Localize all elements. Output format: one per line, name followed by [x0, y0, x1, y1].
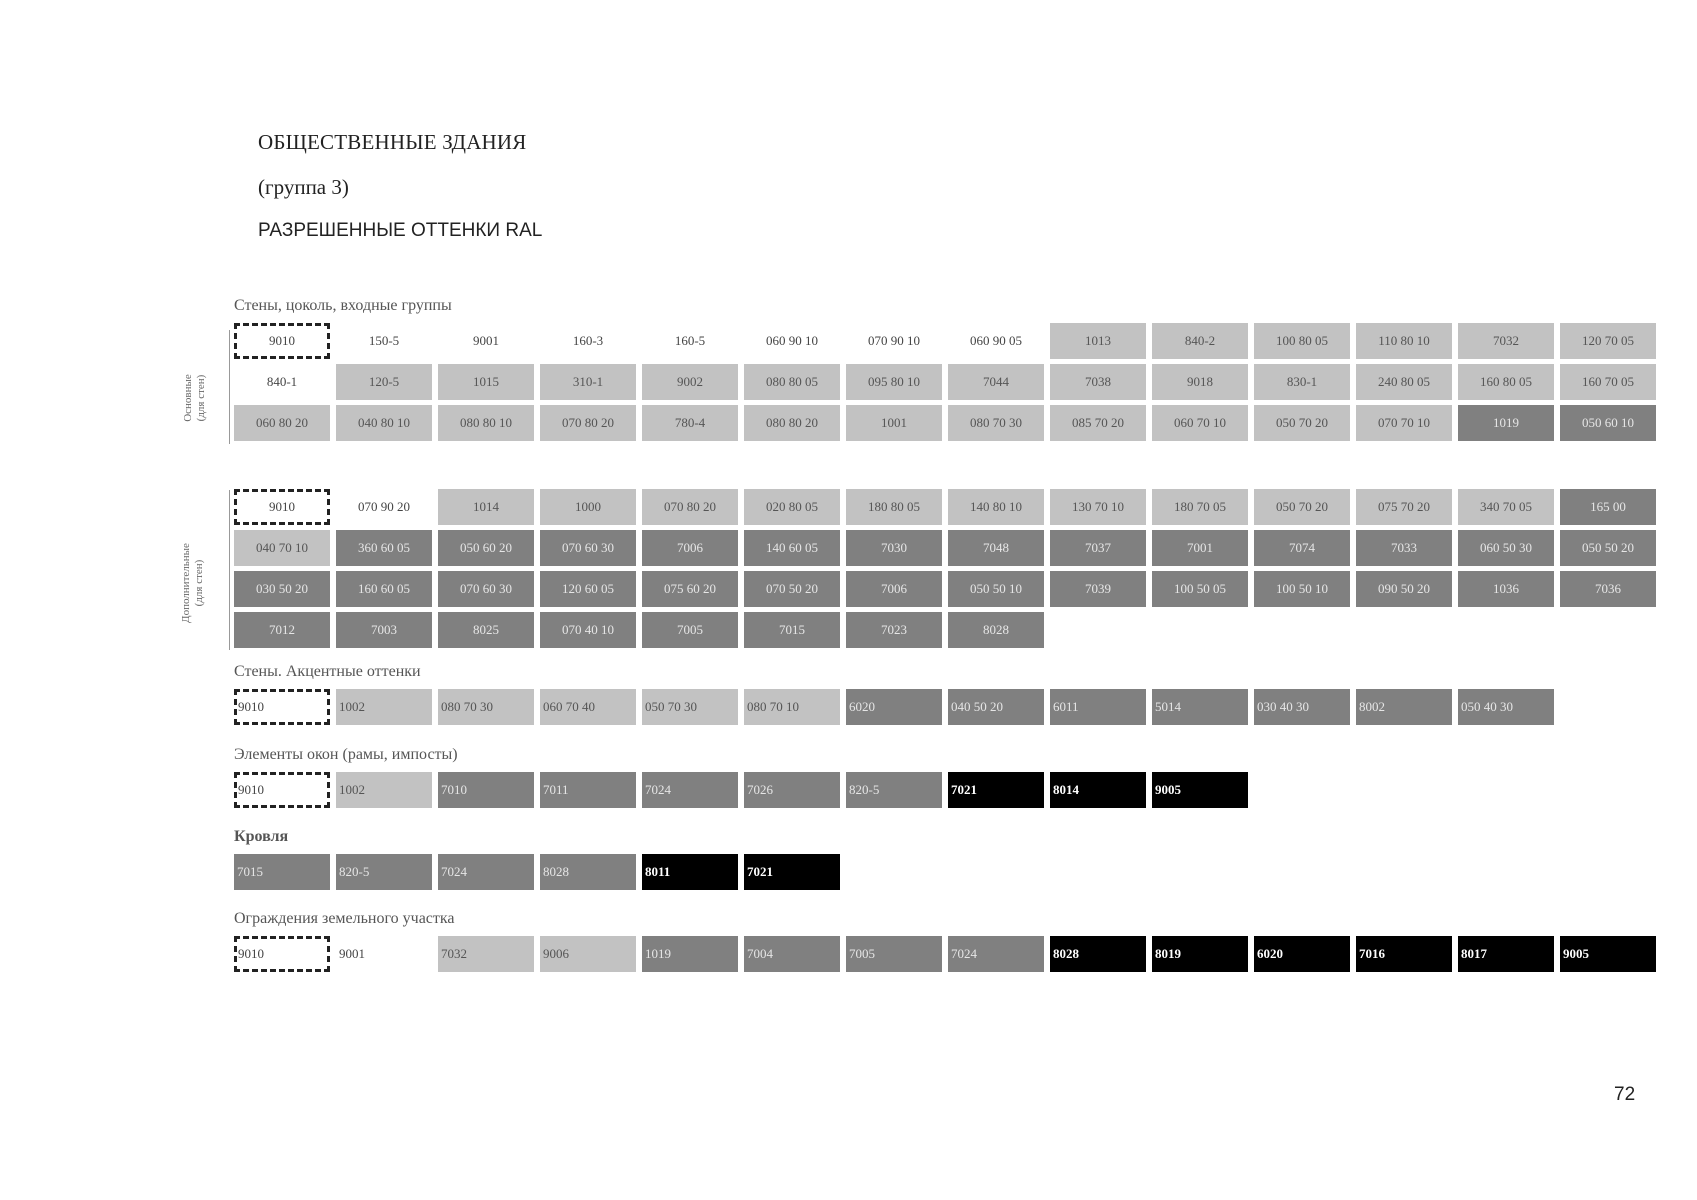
color-swatch: 9010 — [234, 489, 330, 525]
swatch-row — [234, 936, 1656, 972]
swatch-grid-accent — [234, 689, 1554, 725]
section-title-windows: Элементы окон (рамы, импосты) — [234, 746, 458, 763]
color-swatch: 080 70 10 — [744, 689, 840, 725]
side-label-additional: Дополнительные (для стен) — [180, 543, 205, 623]
color-swatch: 140 60 05 — [744, 530, 840, 566]
swatch-row — [234, 612, 1656, 648]
color-swatch: 7006 — [642, 530, 738, 566]
color-swatch: 050 60 20 — [438, 530, 534, 566]
color-swatch: 160-3 — [540, 323, 636, 359]
swatch-row — [234, 689, 1554, 725]
color-swatch: 820-5 — [336, 854, 432, 890]
color-swatch: 080 70 30 — [948, 405, 1044, 441]
color-swatch: 070 80 20 — [642, 489, 738, 525]
color-swatch: 040 50 20 — [948, 689, 1044, 725]
color-swatch: 830-1 — [1254, 364, 1350, 400]
color-swatch: 160-5 — [642, 323, 738, 359]
color-swatch: 100 50 10 — [1254, 571, 1350, 607]
color-swatch: 080 80 20 — [744, 405, 840, 441]
color-swatch: 075 70 20 — [1356, 489, 1452, 525]
swatch-grid-additional — [234, 489, 1656, 648]
swatch-grid-walls — [234, 323, 1656, 441]
section-roof — [234, 827, 840, 895]
swatch-row — [234, 489, 1656, 525]
color-swatch: 070 80 20 — [540, 405, 636, 441]
color-swatch: 040 80 10 — [336, 405, 432, 441]
color-swatch: 7044 — [948, 364, 1044, 400]
color-swatch: 1019 — [642, 936, 738, 972]
color-swatch: 050 70 20 — [1254, 489, 1350, 525]
color-swatch: 8025 — [438, 612, 534, 648]
color-swatch: 8011 — [642, 854, 738, 890]
color-swatch: 070 70 10 — [1356, 405, 1452, 441]
color-swatch: 120-5 — [336, 364, 432, 400]
color-swatch: 9018 — [1152, 364, 1248, 400]
color-swatch: 7021 — [744, 854, 840, 890]
color-swatch: 180 80 05 — [846, 489, 942, 525]
color-swatch: 160 60 05 — [336, 571, 432, 607]
color-swatch: 095 80 10 — [846, 364, 942, 400]
color-swatch: 9001 — [438, 323, 534, 359]
color-swatch: 9002 — [642, 364, 738, 400]
color-swatch: 7012 — [234, 612, 330, 648]
page-subtitle: (группа 3) — [258, 175, 349, 199]
color-swatch: 080 70 30 — [438, 689, 534, 725]
color-swatch: 060 70 40 — [540, 689, 636, 725]
color-swatch: 840-2 — [1152, 323, 1248, 359]
color-swatch: 180 70 05 — [1152, 489, 1248, 525]
color-swatch: 8028 — [540, 854, 636, 890]
color-swatch: 070 50 20 — [744, 571, 840, 607]
color-swatch: 7001 — [1152, 530, 1248, 566]
color-swatch: 040 70 10 — [234, 530, 330, 566]
color-swatch: 6020 — [1254, 936, 1350, 972]
section-walls — [234, 296, 1656, 446]
color-swatch: 050 40 30 — [1458, 689, 1554, 725]
color-swatch: 110 80 10 — [1356, 323, 1452, 359]
color-swatch: 360 60 05 — [336, 530, 432, 566]
color-swatch: 8028 — [948, 612, 1044, 648]
swatch-row — [234, 772, 1248, 808]
color-swatch: 7010 — [438, 772, 534, 808]
color-swatch: 9010 — [234, 772, 330, 808]
swatch-row — [234, 323, 1656, 359]
color-swatch: 060 70 10 — [1152, 405, 1248, 441]
color-swatch: 050 50 20 — [1560, 530, 1656, 566]
color-swatch: 1002 — [336, 689, 432, 725]
page-title: ОБЩЕСТВЕННЫЕ ЗДАНИЯ — [258, 130, 527, 154]
side-label-main: Основные (для стен) — [182, 374, 207, 422]
section-title-fence: Ограждения земельного участка — [234, 910, 455, 927]
color-swatch: 7074 — [1254, 530, 1350, 566]
color-swatch: 7032 — [438, 936, 534, 972]
color-swatch: 8028 — [1050, 936, 1146, 972]
swatch-row — [234, 854, 840, 890]
color-swatch: 085 70 20 — [1050, 405, 1146, 441]
color-swatch: 7021 — [948, 772, 1044, 808]
color-swatch: 075 60 20 — [642, 571, 738, 607]
color-swatch: 7006 — [846, 571, 942, 607]
color-swatch: 9010 — [234, 323, 330, 359]
color-swatch: 840-1 — [234, 364, 330, 400]
color-swatch: 6020 — [846, 689, 942, 725]
page-caption: РАЗРЕШЕННЫЕ ОТТЕНКИ RAL — [258, 220, 543, 241]
swatch-grid-windows — [234, 772, 1248, 808]
color-swatch: 9005 — [1560, 936, 1656, 972]
swatch-grid-roof — [234, 854, 840, 890]
color-swatch: 1000 — [540, 489, 636, 525]
color-swatch: 7005 — [846, 936, 942, 972]
color-swatch: 060 80 20 — [234, 405, 330, 441]
color-swatch: 240 80 05 — [1356, 364, 1452, 400]
color-swatch: 070 40 10 — [540, 612, 636, 648]
section-title-roof: Кровля — [234, 828, 289, 845]
color-swatch: 9005 — [1152, 772, 1248, 808]
color-swatch: 120 60 05 — [540, 571, 636, 607]
swatch-grid-fence — [234, 936, 1656, 972]
color-swatch: 6011 — [1050, 689, 1146, 725]
color-swatch: 060 90 05 — [948, 323, 1044, 359]
color-swatch: 7024 — [438, 854, 534, 890]
color-swatch: 100 80 05 — [1254, 323, 1350, 359]
color-swatch: 030 40 30 — [1254, 689, 1350, 725]
color-swatch: 7030 — [846, 530, 942, 566]
color-swatch: 080 80 10 — [438, 405, 534, 441]
color-swatch: 7037 — [1050, 530, 1146, 566]
color-swatch: 9010 — [234, 936, 330, 972]
color-swatch: 070 60 30 — [438, 571, 534, 607]
color-swatch: 7011 — [540, 772, 636, 808]
color-swatch: 1015 — [438, 364, 534, 400]
color-swatch: 130 70 10 — [1050, 489, 1146, 525]
color-swatch: 8002 — [1356, 689, 1452, 725]
color-swatch: 8014 — [1050, 772, 1146, 808]
color-swatch: 140 80 10 — [948, 489, 1044, 525]
color-swatch: 020 80 05 — [744, 489, 840, 525]
color-swatch: 150-5 — [336, 323, 432, 359]
color-swatch: 7036 — [1560, 571, 1656, 607]
color-swatch: 050 60 10 — [1560, 405, 1656, 441]
color-swatch: 340 70 05 — [1458, 489, 1554, 525]
color-swatch: 7039 — [1050, 571, 1146, 607]
color-swatch: 9010 — [234, 689, 330, 725]
color-swatch: 070 60 30 — [540, 530, 636, 566]
color-swatch: 7015 — [744, 612, 840, 648]
color-swatch: 100 50 05 — [1152, 571, 1248, 607]
color-swatch: 7033 — [1356, 530, 1452, 566]
color-swatch: 310-1 — [540, 364, 636, 400]
color-swatch: 7023 — [846, 612, 942, 648]
color-swatch: 030 50 20 — [234, 571, 330, 607]
color-swatch: 1002 — [336, 772, 432, 808]
color-swatch: 1013 — [1050, 323, 1146, 359]
color-swatch: 7038 — [1050, 364, 1146, 400]
color-swatch: 120 70 05 — [1560, 323, 1656, 359]
color-swatch: 1019 — [1458, 405, 1554, 441]
color-swatch: 070 90 20 — [336, 489, 432, 525]
color-swatch: 7048 — [948, 530, 1044, 566]
swatch-row — [234, 364, 1656, 400]
color-swatch: 1036 — [1458, 571, 1554, 607]
color-swatch: 160 80 05 — [1458, 364, 1554, 400]
color-swatch: 7005 — [642, 612, 738, 648]
color-swatch: 060 90 10 — [744, 323, 840, 359]
color-swatch: 9001 — [336, 936, 432, 972]
color-swatch: 1001 — [846, 405, 942, 441]
color-swatch: 780-4 — [642, 405, 738, 441]
section-windows — [234, 745, 1248, 813]
swatch-row — [234, 405, 1656, 441]
color-swatch: 160 70 05 — [1560, 364, 1656, 400]
color-swatch: 7024 — [642, 772, 738, 808]
color-swatch: 050 70 30 — [642, 689, 738, 725]
section-accent — [234, 662, 1554, 730]
color-swatch: 8017 — [1458, 936, 1554, 972]
section-fence — [234, 909, 1656, 977]
color-swatch: 090 50 20 — [1356, 571, 1452, 607]
color-swatch: 820-5 — [846, 772, 942, 808]
color-swatch: 070 90 10 — [846, 323, 942, 359]
color-swatch: 7032 — [1458, 323, 1554, 359]
color-swatch: 7015 — [234, 854, 330, 890]
section-title-walls: Стены, цоколь, входные группы — [234, 297, 452, 314]
page-number: 72 — [1614, 1084, 1636, 1105]
section-additional — [234, 489, 1656, 653]
color-swatch: 080 80 05 — [744, 364, 840, 400]
color-swatch: 050 70 20 — [1254, 405, 1350, 441]
swatch-row — [234, 530, 1656, 566]
swatch-row — [234, 571, 1656, 607]
color-swatch: 060 50 30 — [1458, 530, 1554, 566]
color-swatch: 7026 — [744, 772, 840, 808]
color-swatch: 7024 — [948, 936, 1044, 972]
section-title-accent: Стены. Акцентные оттенки — [234, 663, 421, 680]
color-swatch: 5014 — [1152, 689, 1248, 725]
color-swatch: 9006 — [540, 936, 636, 972]
color-swatch: 050 50 10 — [948, 571, 1044, 607]
color-swatch: 1014 — [438, 489, 534, 525]
color-swatch: 7016 — [1356, 936, 1452, 972]
color-swatch: 165 00 — [1560, 489, 1656, 525]
color-swatch: 7003 — [336, 612, 432, 648]
color-swatch: 8019 — [1152, 936, 1248, 972]
color-swatch: 7004 — [744, 936, 840, 972]
